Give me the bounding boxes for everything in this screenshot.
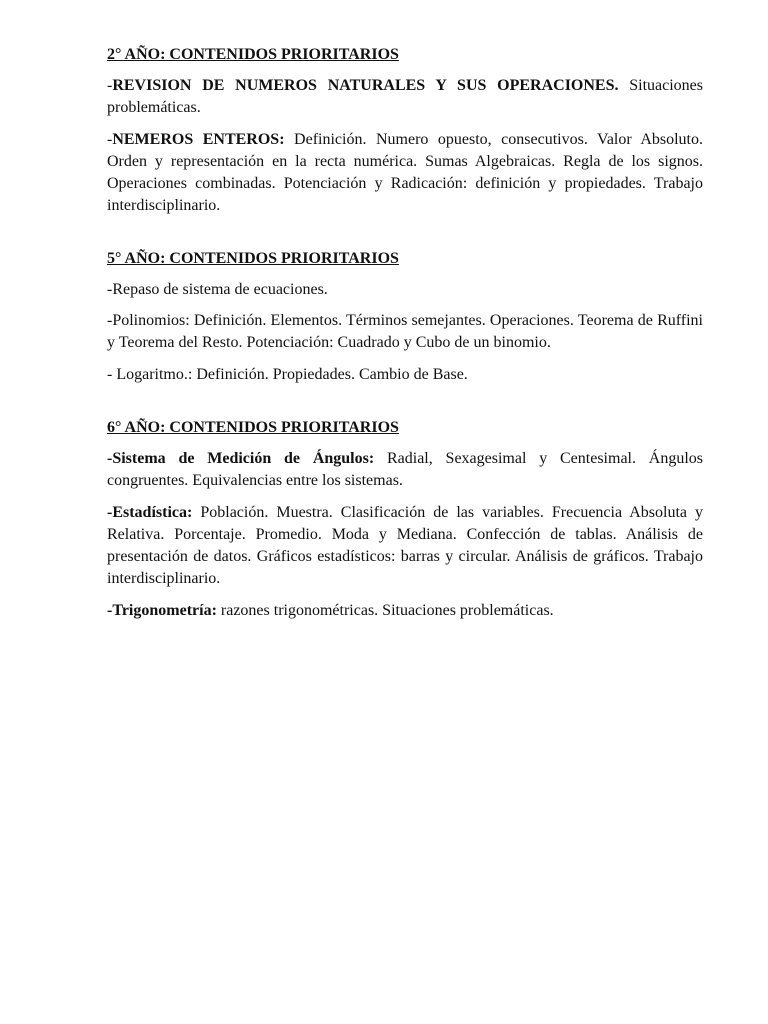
document-page [107, 44, 703, 631]
item-text: razones trigonométricas. Situaciones problemáticas. [216, 601, 554, 619]
item-text: Radial, Sexagesimal y Centesimal. Ángulos congruentes. Equivalencias entre los sistemas. [107, 449, 704, 490]
content-paragraph [107, 310, 703, 355]
content-paragraph [107, 129, 703, 218]
content-paragraph [107, 75, 703, 120]
item-text: Población. Muestra. Clasificación de las variables. Frecuencia Absoluta y Relativa. Porcentaje. Promedio. Moda y Mediana. Confección de tablas. Análisis de presentación de datos. Gráficos estadísticos: barras y circular. Análisis de gráficos. Trabajo interdisciplinario. [107, 503, 703, 588]
content-paragraph [107, 279, 703, 301]
content-paragraph [107, 600, 703, 622]
item-lead: -Estadística: [107, 503, 193, 521]
item-text: Situaciones problemáticas. [107, 77, 704, 117]
item-text: -Repaso de sistema de ecuaciones. [107, 280, 328, 298]
content-paragraph [107, 502, 703, 591]
section-5-anio [107, 248, 703, 386]
item-lead: -Trigonometría: [107, 601, 217, 619]
item-prefix: - [107, 77, 113, 94]
section-heading: 5° AÑO: CONTENIDOS PRIORITARIOS [107, 249, 399, 267]
section-heading: 6° AÑO: CONTENIDOS PRIORITARIOS [107, 418, 399, 436]
item-lead: NEMEROS ENTEROS: [112, 130, 285, 148]
section-2-anio [107, 44, 703, 218]
content-paragraph [107, 448, 703, 493]
section-heading: 2° AÑO: CONTENIDOS PRIORITARIOS [107, 46, 399, 63]
item-lead: REVISION DE NUMEROS NATURALES Y SUS OPERACIONES. [112, 77, 619, 94]
item-text: -Polinomios: Definición. Elementos. Términos semejantes. Operaciones. Teorema de Ruffini y Teorema del Resto. Potenciación: Cuadrado y Cubo de un binomio. [107, 312, 703, 352]
item-lead: -Sistema de Medición de Ángulos: [107, 449, 375, 467]
item-text: - Logaritmo.: Definición. Propiedades. Cambio de Base. [107, 365, 468, 383]
section-6-anio [107, 417, 703, 622]
content-paragraph [107, 364, 703, 386]
item-prefix: - [107, 130, 113, 148]
item-text: Definición. Numero opuesto, consecutivos. Valor Absoluto. Orden y representación en la recta numérica. Sumas Algebraicas. Regla de los signos. Operaciones combinadas. Potenciación y Radicación: definición y propiedades. Trabajo interdisciplinario. [107, 130, 703, 215]
